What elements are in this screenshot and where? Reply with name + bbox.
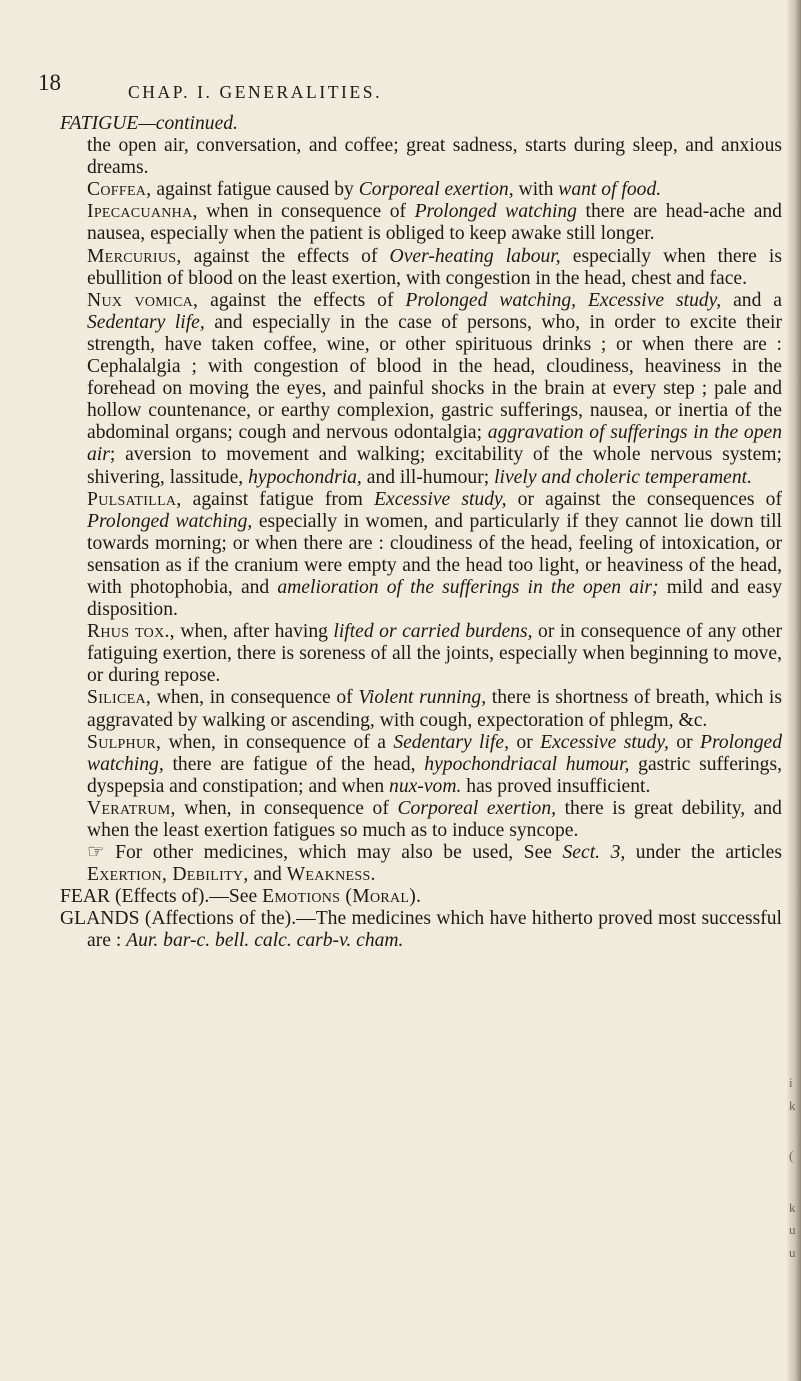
entry-text: and ill-humour;	[361, 466, 495, 488]
entry-italic: Excessive study,	[540, 731, 669, 753]
entry-italic: Prolonged watching	[414, 201, 577, 223]
entry-text: and especially in the case of persons, who, in order to excite their strength, have taken coffee, wine, or other spirituous drinks ; or when there are : Cephalalgia ; with congestion of blood in the head, cloudiness, heaviness in the forehead on moving the eyes, and painful shocks in the brain at every step ; pale and hollow countenance, or earthy complexion, gastric sufferings, nausea, or inertia of the abdominal organs; cough and nervous odontalgia;	[87, 311, 782, 444]
entry-text: against fatigue from	[181, 488, 375, 510]
entry-text: has proved insufficient.	[461, 775, 651, 797]
entry-pulsatilla	[60, 489, 782, 622]
cross-reference: Exertion, Debility,	[87, 864, 249, 886]
entry-other-medicines	[60, 842, 782, 886]
margin-fragment: k	[789, 1200, 796, 1215]
entry-text: especially when there is ebullition of blood on the least exertion, with congestion in the head, chest and face.	[87, 245, 782, 289]
entry-term: FEAR	[60, 886, 111, 908]
entry-mercurius	[60, 246, 782, 290]
entry-text: with	[513, 179, 559, 201]
entry-italic: aggravation of sufferings in the open air	[87, 422, 782, 466]
page-number: 18	[38, 70, 61, 95]
entry-sulphur	[60, 732, 782, 798]
entry-text: there is great debility, and when the least exertion fatigues so much as to induce syncope.	[87, 797, 782, 841]
entry-italic: lifted or carried burdens,	[333, 621, 533, 643]
intro-paragraph	[60, 135, 782, 179]
entry-text: there are head-ache and nausea, especially when the patient is obliged to keep awake still longer.	[87, 201, 782, 245]
remedy-name: Coffea,	[87, 179, 152, 201]
page-edge-shadow	[787, 0, 801, 1381]
entry-text: ; aversion to movement and walking; excitability of the whole nervous system; shivering, lassitude,	[87, 444, 782, 488]
remedy-list: Aur. bar-c. bell. calc. carb-v. cham.	[126, 930, 404, 952]
entry-text: against the effects of	[181, 245, 390, 267]
entry-italic: Sedentary life,	[87, 311, 205, 333]
remedy-name: Ipecacuanha,	[87, 201, 198, 223]
intro-text: the open air, conversation, and coffee; great sadness, starts during sleep, and anxious dreams.	[87, 135, 782, 179]
entry-text: when, after having	[174, 621, 334, 643]
margin-fragment: i	[789, 1075, 793, 1090]
entry-nux-vomica	[60, 290, 782, 489]
entry-italic: hypochondria,	[248, 466, 362, 488]
entry-text: especially in women, and particularly if they cannot lie down till towards morning; or when there are : cloudiness of the head, feeling of intoxication, or sensation as if the cranium were empty and the head too light, or heaviness of the head, with photophobia, and	[87, 510, 782, 598]
entry-italic: Prolonged watching,	[87, 510, 253, 532]
entry-text: gastric sufferings, dyspepsia and constipation; and when	[87, 753, 782, 797]
remedy-name: Mercurius,	[87, 245, 182, 267]
entry-ipecacuanha	[60, 201, 782, 245]
section-heading: FATIGUE—continued.	[60, 113, 238, 134]
page-body	[60, 113, 782, 953]
entry-text: when, in consequence of a	[161, 731, 394, 753]
entry-text: when, in consequence of	[151, 687, 359, 709]
margin-fragment: u	[789, 1222, 796, 1237]
entry-text: (Effects of).—See	[110, 886, 263, 908]
entry-italic: Prolonged watching,	[87, 731, 783, 775]
entry-italic: want of food.	[558, 179, 662, 201]
remedy-name: Sulphur,	[87, 731, 162, 753]
entry-text: (Affections of the).—The medicines which have hitherto proved most successful are :	[87, 908, 782, 952]
entry-italic: Over-heating labour,	[389, 245, 561, 267]
entry-italic: Excessive study,	[374, 488, 507, 510]
entry-veratrum	[60, 798, 782, 842]
entry-term: GLANDS	[60, 908, 140, 930]
entry-italic: nux-vom.	[389, 775, 462, 797]
entry-italic: Prolonged watching, Excessive study,	[405, 289, 722, 311]
running-head: CHAP. I. GENERALITIES.	[128, 82, 383, 102]
entry-silicea	[60, 687, 782, 731]
entry-text: and	[248, 864, 287, 886]
cross-reference: Emotions (Moral).	[262, 886, 422, 908]
entry-text: when in consequence of	[197, 201, 415, 223]
entry-italic: amelioration of the sufferings in the open air;	[277, 576, 659, 598]
cross-reference: Weakness.	[286, 864, 376, 886]
entry-text: against fatigue caused by	[151, 179, 359, 201]
entry-text: or against the consequences of	[506, 488, 782, 510]
entry-italic: Sedentary life,	[393, 731, 509, 753]
page-header	[0, 70, 801, 110]
entry-fear	[60, 886, 782, 908]
entry-italic: hypochondriacal humour,	[424, 753, 630, 775]
entry-coffea	[60, 179, 782, 201]
margin-fragment: k	[789, 1098, 796, 1113]
remedy-name: Silicea,	[87, 687, 152, 709]
entry-italic: Violent running,	[358, 687, 487, 709]
entry-text: against the effects of	[198, 289, 406, 311]
entry-text: under the articles	[625, 842, 782, 864]
margin-fragment: (	[789, 1148, 794, 1163]
entry-rhus-tox	[60, 621, 782, 687]
entry-text: there are fatigue of the head,	[163, 753, 425, 775]
pointing-hand-icon: ☞	[87, 842, 105, 864]
entry-italic: Sect. 3,	[562, 842, 626, 864]
entry-text: mild and easy disposition.	[87, 576, 782, 621]
remedy-name: Veratrum,	[87, 797, 176, 819]
remedy-name: Pulsatilla,	[87, 488, 182, 510]
entry-text: For other medicines, which may also be used, See	[104, 842, 563, 864]
entry-text: or	[668, 731, 701, 753]
margin-fragment: u	[789, 1245, 796, 1260]
remedy-name: Rhus tox.,	[87, 621, 175, 643]
remedy-name: Nux vomica,	[87, 289, 199, 311]
entry-text: and a	[721, 289, 783, 311]
entry-italic: Corporeal exertion,	[358, 179, 514, 201]
entry-italic: lively and choleric temperament.	[494, 466, 752, 488]
entry-text: there is shortness of breath, which is aggravated by walking or ascending, with cough, expectoration of phlegm, &c.	[87, 687, 782, 731]
entry-italic: Corporeal exertion,	[397, 797, 557, 819]
entry-text: or in consequence of any other fatiguing exertion, there is soreness of all the joints, especially when beginning to move, or during repose.	[87, 621, 782, 687]
entry-text: or	[509, 731, 541, 753]
entry-text: when, in consequence of	[175, 797, 398, 819]
entry-glands	[60, 908, 782, 952]
